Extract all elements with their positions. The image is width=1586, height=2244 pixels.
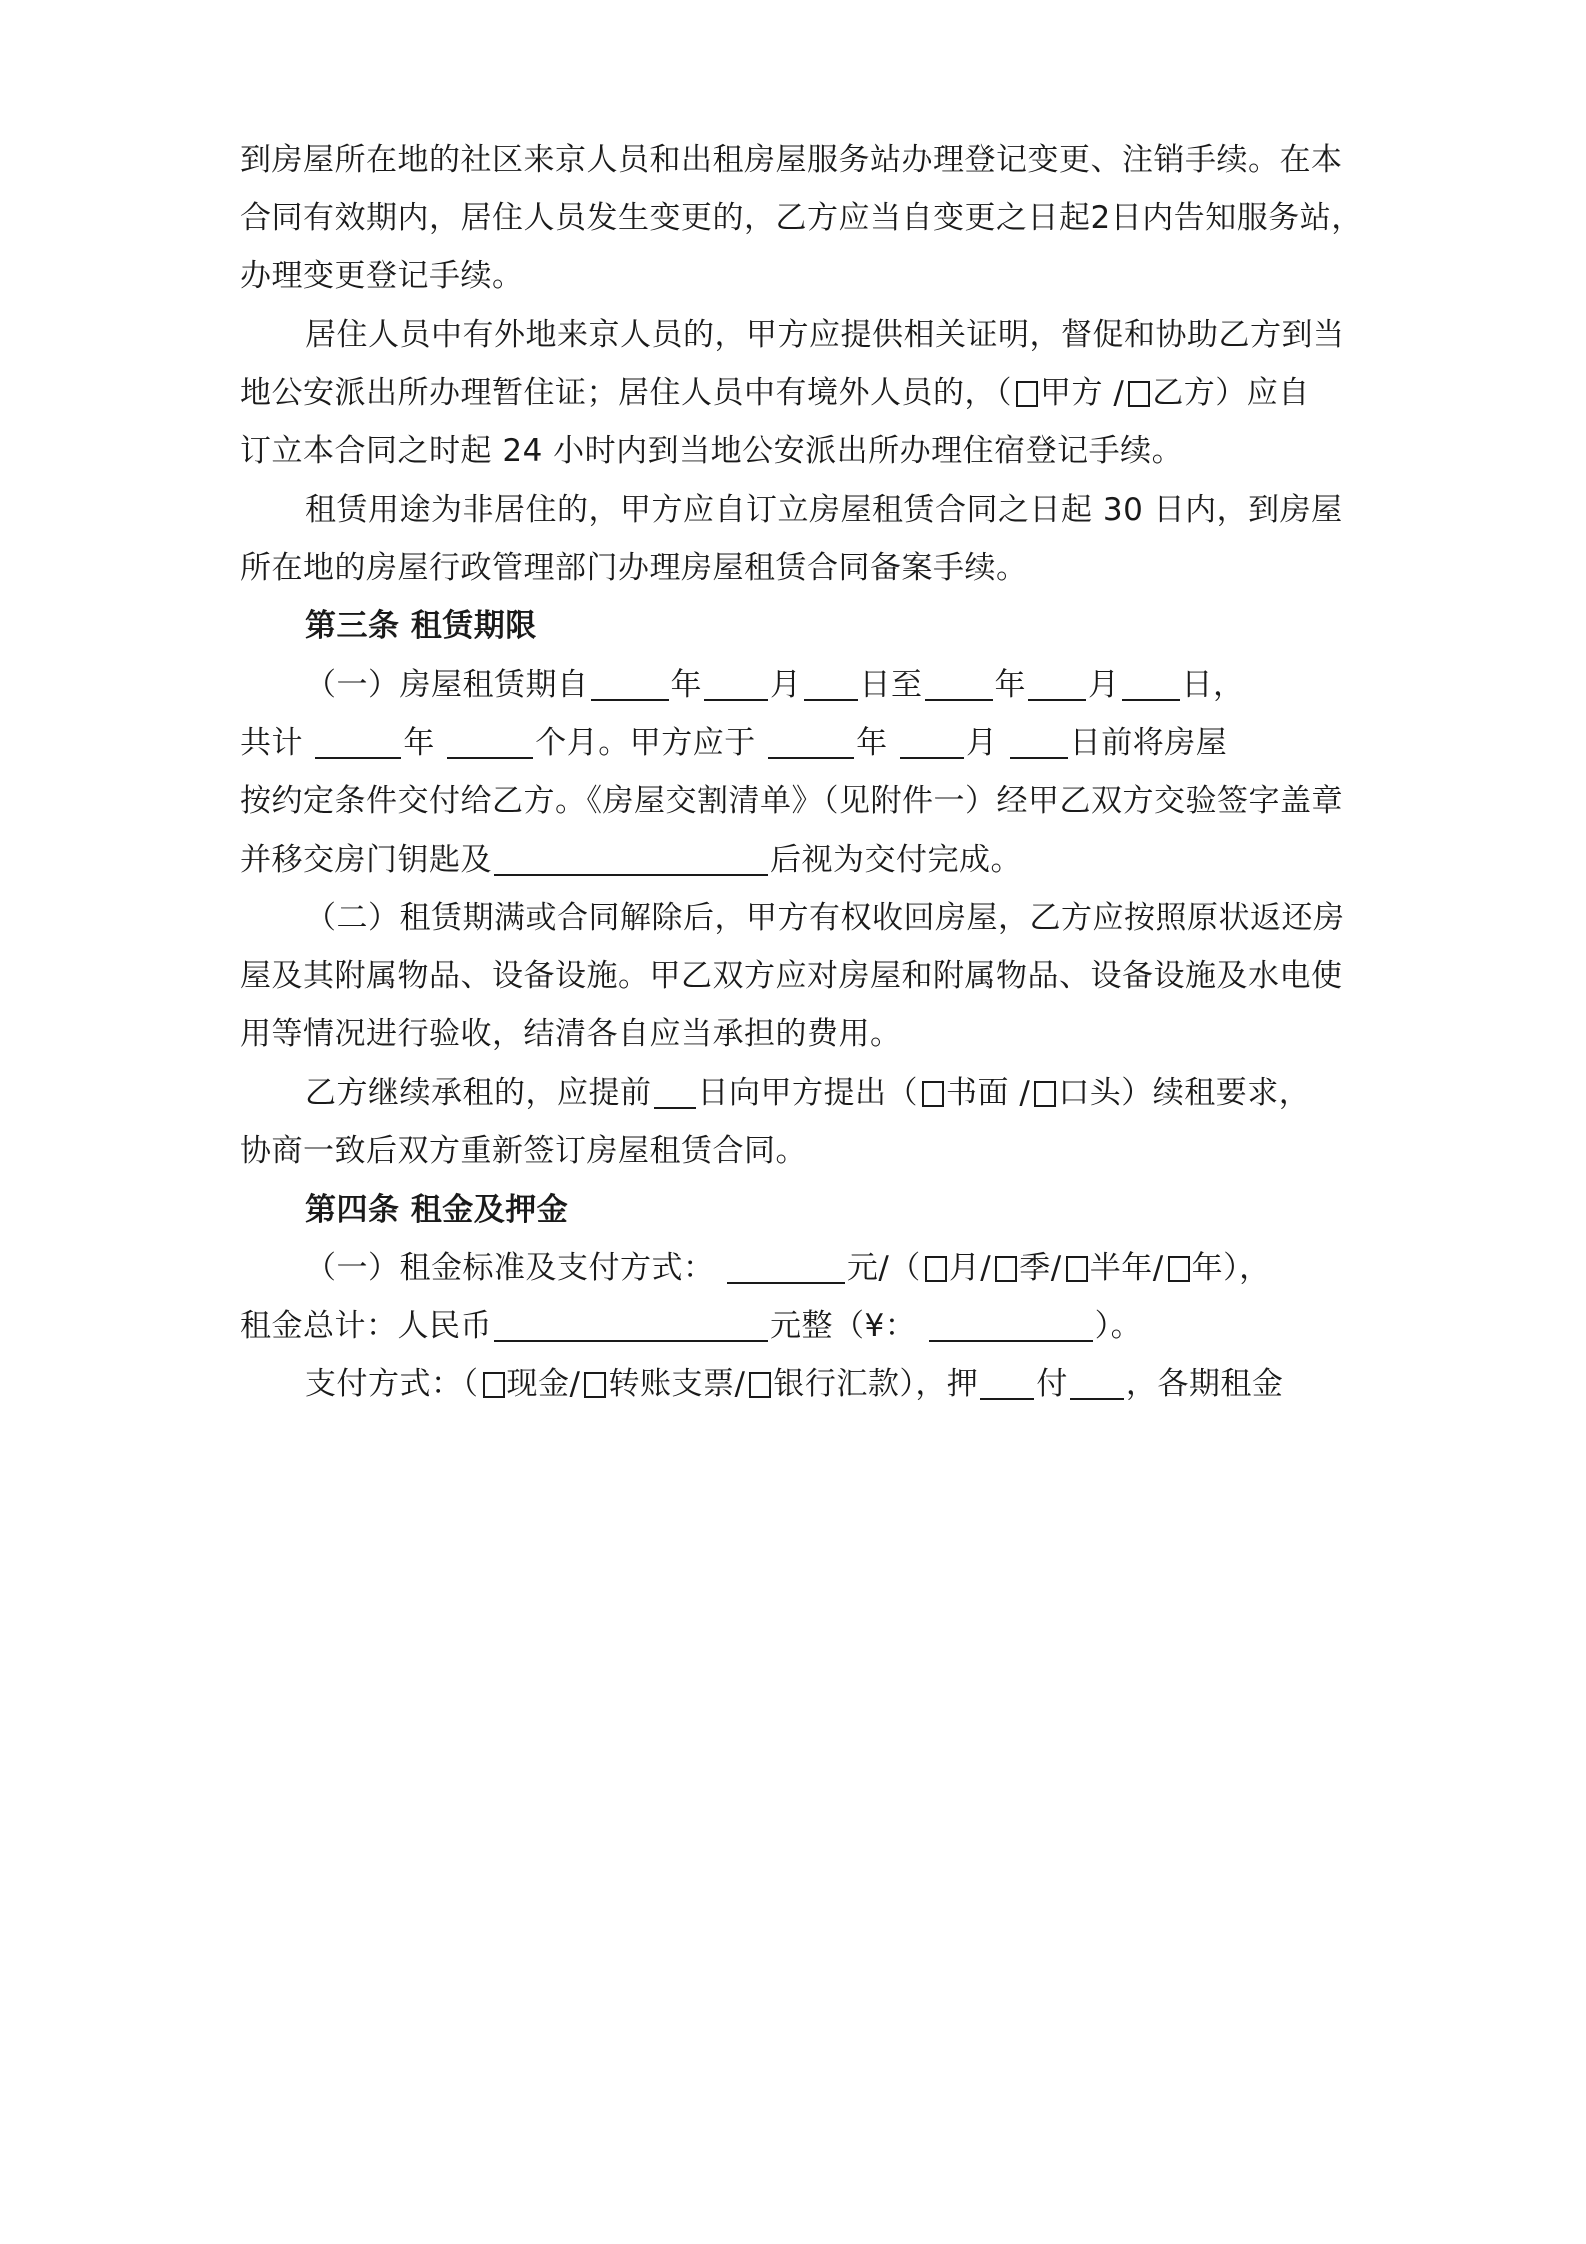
- keys-and-items-field[interactable]: [494, 840, 768, 876]
- total-rent-yuan-symbol-field[interactable]: [929, 1306, 1093, 1342]
- checkbox-party-b[interactable]: [1128, 381, 1150, 407]
- checkbox-verbal[interactable]: [1034, 1081, 1056, 1107]
- checkbox-yearly[interactable]: [1168, 1256, 1190, 1282]
- paragraph-line: 并移交房门钥匙及 后视为交付完成。: [240, 842, 1022, 878]
- start-month-field[interactable]: [704, 665, 768, 701]
- paragraph-line: 按约定条件交付给乙方。《房屋交割清单》（见附件一）经甲乙双方交验签字盖章: [240, 783, 1343, 819]
- start-day-field[interactable]: [804, 665, 858, 701]
- total-years-field[interactable]: [315, 723, 401, 759]
- paragraph-line: 到房屋所在地的社区来京人员和出租房屋服务站办理登记变更、注销手续。在本: [240, 142, 1343, 178]
- paragraph-line: 租赁用途为非居住的，甲方应自订立房屋租赁合同之日起 30 日内，到房屋: [305, 492, 1343, 528]
- article-4-heading: 第四条 租金及押金: [305, 1192, 569, 1228]
- paragraph-line: 用等情况进行验收，结清各自应当承担的费用。: [240, 1016, 902, 1052]
- article-3-heading: 第三条 租赁期限: [305, 608, 537, 644]
- paragraph-line: 地公安派出所办理暂住证；居住人员中有境外人员的，（ 甲方 / 乙方）应自: [240, 375, 1310, 411]
- checkbox-written[interactable]: [922, 1081, 944, 1107]
- total-months-field[interactable]: [447, 723, 533, 759]
- checkbox-quarterly[interactable]: [995, 1256, 1017, 1282]
- checkbox-party-a[interactable]: [1016, 381, 1038, 407]
- paragraph-line: 支付方式：（ 现金/ 转账支票/ 银行汇款），押 付 ，各期租金: [305, 1366, 1284, 1402]
- end-month-field[interactable]: [1028, 665, 1086, 701]
- paragraph-line: 协商一致后双方重新签订房屋租赁合同。: [240, 1133, 807, 1169]
- delivery-month-field[interactable]: [900, 723, 964, 759]
- paragraph-line: 居住人员中有外地来京人员的，甲方应提供相关证明，督促和协助乙方到当: [305, 317, 1345, 353]
- paragraph-line: （二）租赁期满或合同解除后，甲方有权收回房屋，乙方应按照原状返还房: [305, 900, 1345, 936]
- paragraph-line: 合同有效期内，居住人员发生变更的，乙方应当自变更之日起2日内告知服务站，: [240, 200, 1363, 236]
- paragraph-line: 共计 年 个月。甲方应于 年 月 日前将房屋: [240, 725, 1228, 761]
- rent-amount-field[interactable]: [727, 1248, 845, 1284]
- paragraph-line: （一）房屋租赁期自 年 月 日至 年 月 日，: [305, 667, 1245, 703]
- end-year-field[interactable]: [925, 665, 993, 701]
- checkbox-transfer-check[interactable]: [584, 1372, 606, 1398]
- end-day-field[interactable]: [1122, 665, 1180, 701]
- start-year-field[interactable]: [591, 665, 669, 701]
- renewal-notice-days-field[interactable]: [654, 1073, 696, 1109]
- delivery-year-field[interactable]: [768, 723, 854, 759]
- total-rent-rmb-field[interactable]: [494, 1306, 768, 1342]
- checkbox-monthly[interactable]: [925, 1256, 947, 1282]
- payment-months-field[interactable]: [1070, 1364, 1124, 1400]
- paragraph-line: 所在地的房屋行政管理部门办理房屋租赁合同备案手续。: [240, 550, 1028, 586]
- deposit-months-field[interactable]: [980, 1364, 1034, 1400]
- paragraph-line: 乙方继续承租的，应提前 日向甲方提出（ 书面 / 口头）续租要求，: [305, 1075, 1311, 1111]
- paragraph-line: 订立本合同之时起 24 小时内到当地公安派出所办理住宿登记手续。: [240, 433, 1184, 469]
- paragraph-line: 办理变更登记手续。: [240, 258, 524, 294]
- checkbox-bank-remittance[interactable]: [749, 1372, 771, 1398]
- checkbox-cash[interactable]: [483, 1372, 505, 1398]
- paragraph-line: （一）租金标准及支付方式： 元/（ 月/ 季/ 半年/ 年），: [305, 1250, 1271, 1286]
- paragraph-line: 租金总计：人民币 元整（¥： ）。: [240, 1308, 1143, 1344]
- delivery-day-field[interactable]: [1010, 723, 1068, 759]
- checkbox-half-year[interactable]: [1066, 1256, 1088, 1282]
- paragraph-line: 屋及其附属物品、设备设施。甲乙双方应对房屋和附属物品、设备设施及水电使: [240, 958, 1343, 994]
